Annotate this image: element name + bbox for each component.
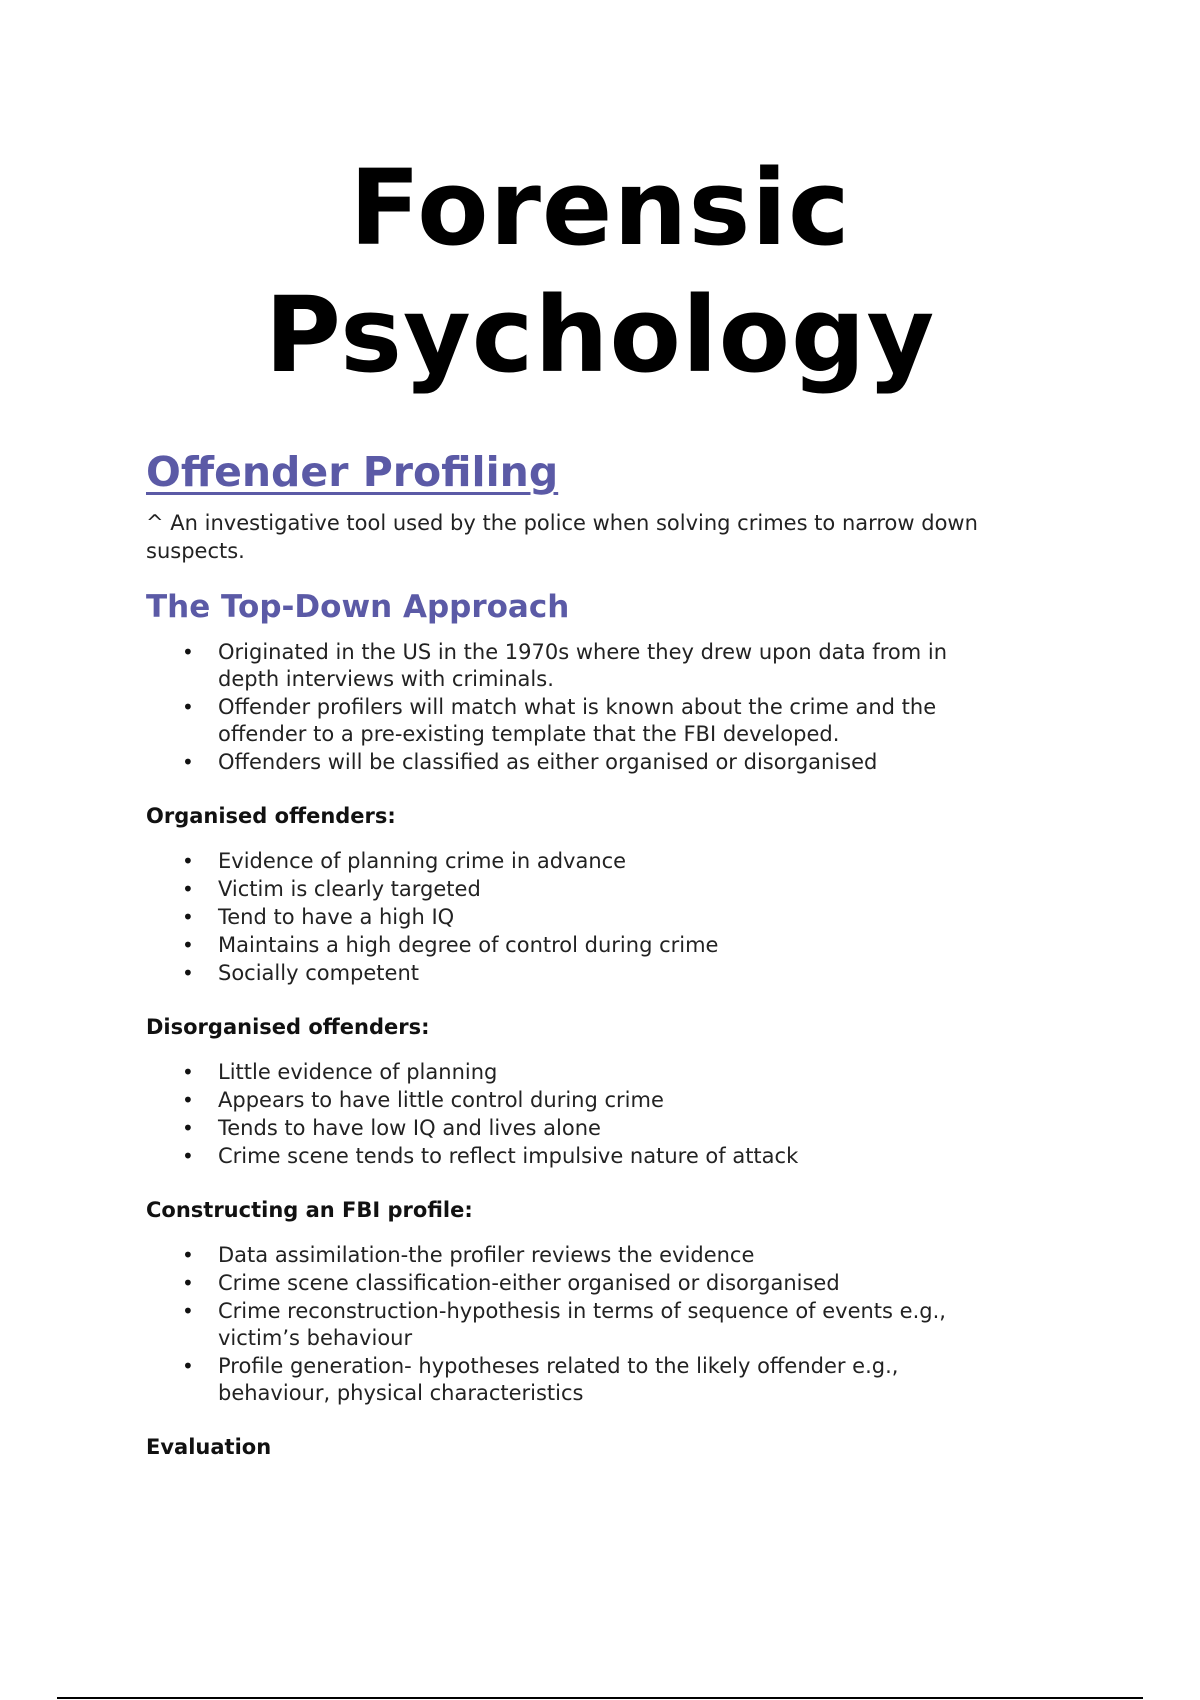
- intro-paragraph: ^ An investigative tool used by the police when solving crimes to narrow down suspects.: [146, 511, 978, 563]
- list-item-text: Crime scene tends to reflect impulsive nature of attack: [218, 1144, 799, 1168]
- document-title: [0, 145, 1200, 399]
- list-item-text: Offender profilers will match what is known about the crime and the offender to a pre-existing template that the FBI developed.: [218, 695, 937, 746]
- subheading-top-down-approach: The Top-Down Approach: [146, 589, 570, 625]
- bullet-icon: •: [182, 1088, 194, 1112]
- bullet-icon: •: [182, 640, 194, 664]
- list-item-text: Appears to have little control during crime: [218, 1088, 664, 1112]
- list-item-text: Offenders will be classified as either organised or disorganised: [218, 750, 878, 774]
- list-item-text: Crime scene classification-either organised or disorganised: [218, 1271, 840, 1295]
- list-item-text: Evidence of planning crime in advance: [218, 849, 627, 873]
- bullet-icon: •: [182, 1144, 194, 1168]
- list-item-text: Originated in the US in the 1970s where they drew upon data from in depth interviews with criminals.: [218, 640, 948, 691]
- list-item: [182, 1242, 1046, 1269]
- bullet-icon: •: [182, 1060, 194, 1084]
- list-item-text: Crime reconstruction-hypothesis in terms of sequence of events e.g., victim’s behaviour: [218, 1299, 946, 1350]
- bullet-icon: •: [182, 1116, 194, 1140]
- label-evaluation: Evaluation: [146, 1435, 272, 1459]
- list-item: [182, 1059, 1046, 1086]
- top-down-bullet-list: [146, 639, 1046, 776]
- bullet-icon: •: [182, 1354, 194, 1378]
- bullet-icon: •: [182, 961, 194, 985]
- bullet-icon: •: [182, 1243, 194, 1267]
- list-item-text: Victim is clearly targeted: [218, 877, 481, 901]
- list-item: [182, 1087, 1046, 1114]
- list-item-text: Socially competent: [218, 961, 419, 985]
- bullet-icon: •: [182, 849, 194, 873]
- label-constructing-fbi-profile: Constructing an FBI profile:: [146, 1198, 473, 1222]
- list-item: [182, 639, 1046, 693]
- list-item: [182, 960, 1046, 987]
- bullet-icon: •: [182, 933, 194, 957]
- list-item-text: Tends to have low IQ and lives alone: [218, 1116, 601, 1140]
- list-item-text: Profile generation- hypotheses related to the likely offender e.g., behaviour, physical characteristics: [218, 1354, 899, 1405]
- bullet-icon: •: [182, 1299, 194, 1323]
- fbi-profile-bullet-list: [146, 1242, 1046, 1407]
- footer-divider: [57, 1697, 1143, 1699]
- list-item: [182, 1143, 1046, 1170]
- bullet-icon: •: [182, 750, 194, 774]
- list-item: [182, 694, 1046, 748]
- disorganised-bullet-list: [146, 1059, 1046, 1170]
- list-item: [182, 848, 1046, 875]
- bullet-icon: •: [182, 1271, 194, 1295]
- bullet-icon: •: [182, 695, 194, 719]
- list-item: [182, 1298, 1046, 1352]
- list-item-text: Data assimilation-the profiler reviews the evidence: [218, 1243, 755, 1267]
- label-disorganised-offenders: Disorganised offenders:: [146, 1015, 430, 1039]
- title-line-2: Psychology: [264, 274, 936, 396]
- list-item: [182, 876, 1046, 903]
- bullet-icon: •: [182, 877, 194, 901]
- bullet-icon: •: [182, 905, 194, 929]
- list-item: [182, 1270, 1046, 1297]
- list-item-text: Maintains a high degree of control during crime: [218, 933, 719, 957]
- list-item: [182, 932, 1046, 959]
- list-item-text: Tend to have a high IQ: [218, 905, 455, 929]
- list-item: [182, 749, 1046, 776]
- section-heading-offender-profiling: Offender Profiling: [146, 448, 559, 496]
- list-item: [182, 1115, 1046, 1142]
- list-item: [182, 904, 1046, 931]
- document-content: [146, 445, 1046, 1479]
- list-item: [182, 1353, 1046, 1407]
- list-item-text: Little evidence of planning: [218, 1060, 498, 1084]
- label-organised-offenders: Organised offenders:: [146, 804, 396, 828]
- title-line-1: Forensic: [349, 147, 851, 269]
- organised-bullet-list: [146, 848, 1046, 987]
